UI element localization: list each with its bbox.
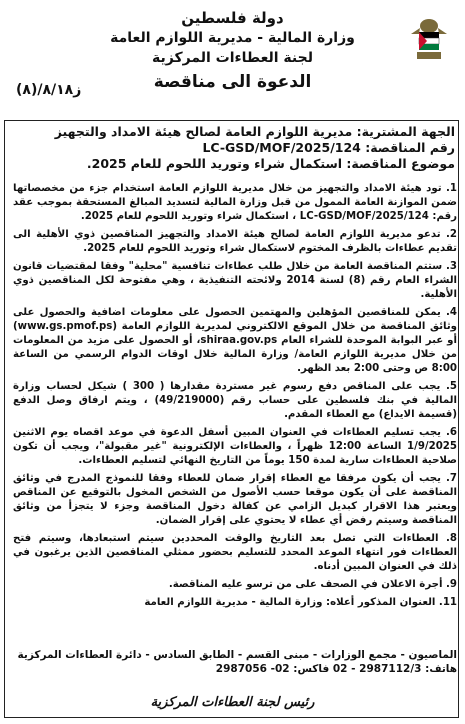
- purchasing-party: الجهة المشترية: مديرية اللوازم العامة لصالح هيئة الامداد والتجهيز: [54, 124, 455, 139]
- list-item: 3. ستتم المناقصة العامة من خلال طلب عطاءات تنافسية "محلية" وفقا لمقتضيات قانون الشراء العام رقم (8) لسنة 2014 ولائحته التنفيذية ، وهي مفتوحة لكل المناقصين ذوي الأهلية.: [13, 261, 458, 300]
- ministry-line: وزارة المالية - مديرية اللوازم العامة: [110, 30, 355, 46]
- list-item: 1. تود هيئة الامداد والتجهيز من خلال مديرية اللوازم العامة استخدام جزء من مخصصاتها ضمن الموازنة العامة الممول من قبل وزارة المالية لتسديد المبالغ المستحقة بموجب عقد رقم: LC-GSD/MOF/2025/124 ، استكمال شراء وتوريد اللحوم للعام 2025.: [13, 183, 457, 222]
- list-item: 6. يجب تسليم العطاءات في العنوان المبين أسفل الدعوة في موعد اقصاه يوم الاثنين 1/9/2025 الساعة 12:00 ظهراً ، والعطاءات الإلكترونية "غير مقبولة"، ويجب أن تكون صلاحية العطاءات سارية لمدة 150 يوماً من التاريخ النهائي لتسليم العطاءات.: [13, 427, 457, 466]
- committee-line: لجنة العطاءات المركزية: [152, 50, 313, 66]
- reference-number: ز٨/١٨/(٨): [16, 82, 82, 98]
- subject-block: [15, 124, 455, 172]
- list-item: 4. يمكن للمناقصين المؤهلين والمهتمين الحصول على معلومات اضافية والحصول على وثائق المناقصة من خلال الموقع الالكتروني لمديرية اللوازم العامة (www.gs.pmof.ps) أو عبر البوابة الموحدة للشراء العام shiraa.gov.ps، أو الحصول على مزيد من المعلومات من خلال مديرية اللوازم العامة/ وزارة المالية خلال اوقات الدوام الرسمي من الساعة 8:00 ص وحتى 2:00 بعد الظهر.: [13, 307, 457, 374]
- page-title: الدعوة الى مناقصة: [153, 72, 312, 92]
- list-item: 7. يجب أن يكون مرفقا مع العطاء إقرار ضمان للعطاء وفقا للنموذج المدرج في وثائق المناقصة على أن يكون موقعا حسب الأصول من الشخص المخول بالتوقيع عن المناقص ويعتبر هذا الاقرار كبديل الزامي عن كفالة دخول المناقصة وجزء لا يتجزأ من وثائق المناقصة وسيتم رفض أي عطاء لا يحتوي على إقرار الضمان.: [13, 473, 457, 526]
- country-line: دولة فلسطين: [181, 9, 284, 27]
- tender-number: رقم المناقصة: LC-GSD/MOF/2025/124: [202, 140, 455, 155]
- address-line: الماصيون - مجمع الوزارات - مبنى القسم - الطابق السادس - دائرة العطاءات المركزية: [17, 649, 457, 661]
- signature-line: رئيس لجنة العطاءات المركزية: [150, 695, 315, 710]
- list-item: 2. تدعو مديرية اللوازم العامة لصالح هيئة الامداد والتجهيز المناقصين ذوي الأهلية الى تقديم عطاءات بالظرف المختوم لاستكمال شراء وتوريد اللحوم للعام 2025.: [13, 229, 457, 254]
- tender-topic: موضوع المناقصة: استكمال شراء وتوريد اللحوم للعام 2025.: [86, 156, 455, 171]
- terms-list: [13, 182, 457, 614]
- contact-block: [13, 648, 457, 676]
- list-item: 8. العطاءات التي تصل بعد التاريخ والوقت المحددين سيتم استبعادها، وسيتم فتح العطاءات فور انتهاء الموعد المحدد للتسليم بحضور ممثلي المناقصين الذين يرغبون في ذلك في العنوان المبين أدناه.: [13, 533, 457, 572]
- phone-line: هاتف: 2987112/3 - 02 فاكس: 02- 2987056: [215, 663, 457, 675]
- letterhead: [0, 8, 465, 92]
- list-item: 9. أجرة الاعلان في الصحف على من ترسو عليه المناقصة.: [168, 579, 457, 590]
- list-item: 11. العنوان المذكور أعلاه: وزارة المالية - مديرية اللوازم العامة: [144, 597, 457, 608]
- list-item: 5. يجب على المناقص دفع رسوم غير مستردة مقدارها ( 300 ) شيكل لحساب وزارة المالية في بنك فلسطين على حساب رقم (49/219000) ، ويتم ارفاق وصل الدفع (قسيمة الايداع) مع العطاء المقدم.: [13, 381, 457, 420]
